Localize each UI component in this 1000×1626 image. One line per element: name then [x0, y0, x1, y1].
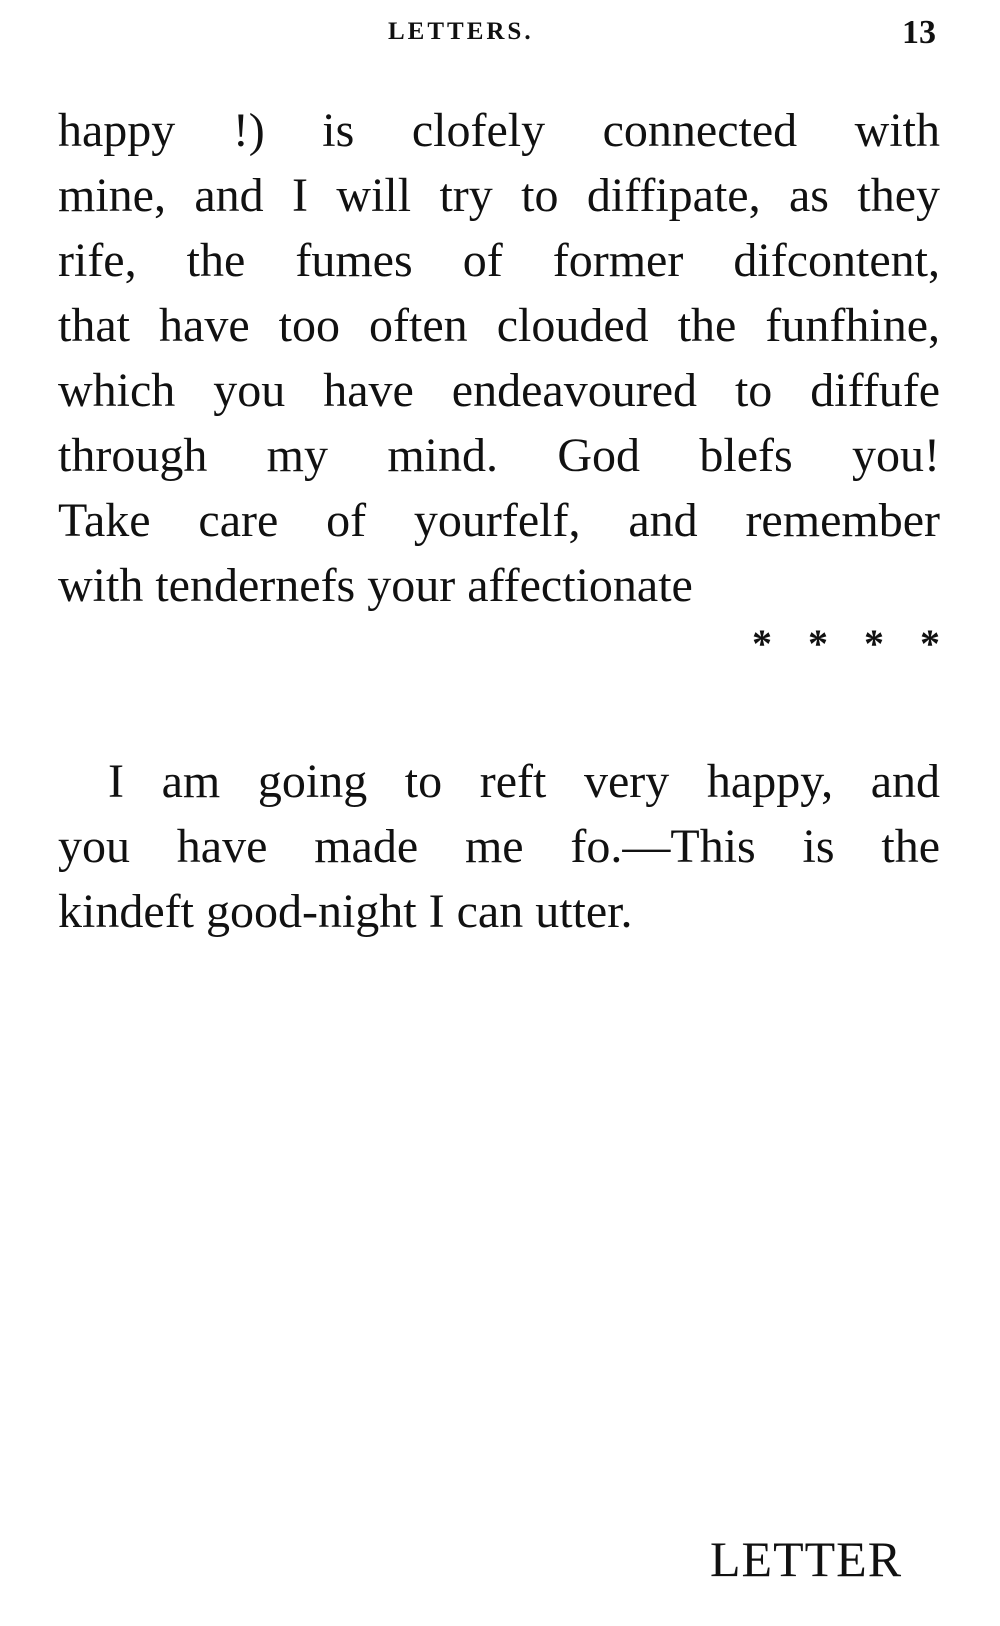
text-line: through my mind. God blefs you! — [58, 429, 940, 482]
text-line: mine, and I will try to diffipate, as they — [58, 169, 940, 222]
catchword: LETTER — [710, 1531, 903, 1587]
text-line: which you have endeavoured to diffufe — [58, 364, 940, 417]
page-number: 13 — [902, 14, 936, 51]
text-line: I am going to reft very happy, and — [108, 755, 940, 808]
text-line: with tendernefs your affectionate — [58, 559, 693, 612]
text-line: Take care of yourfelf, and remember — [58, 494, 940, 547]
text-line: happy !) is clofely connected with — [58, 104, 940, 157]
text-line: you have made me fo.—This is the — [58, 820, 940, 873]
text-line: rife, the fumes of former difcontent, — [58, 234, 940, 287]
text-line: that have too often clouded the funfhine, — [58, 299, 940, 352]
paragraph-1 — [58, 98, 940, 618]
running-head: LETTERS. — [388, 18, 534, 45]
paragraph-2 — [58, 749, 940, 944]
text-line: kindeft good-night I can utter. — [58, 885, 633, 938]
signature-asterisks: * * * * — [752, 621, 940, 666]
